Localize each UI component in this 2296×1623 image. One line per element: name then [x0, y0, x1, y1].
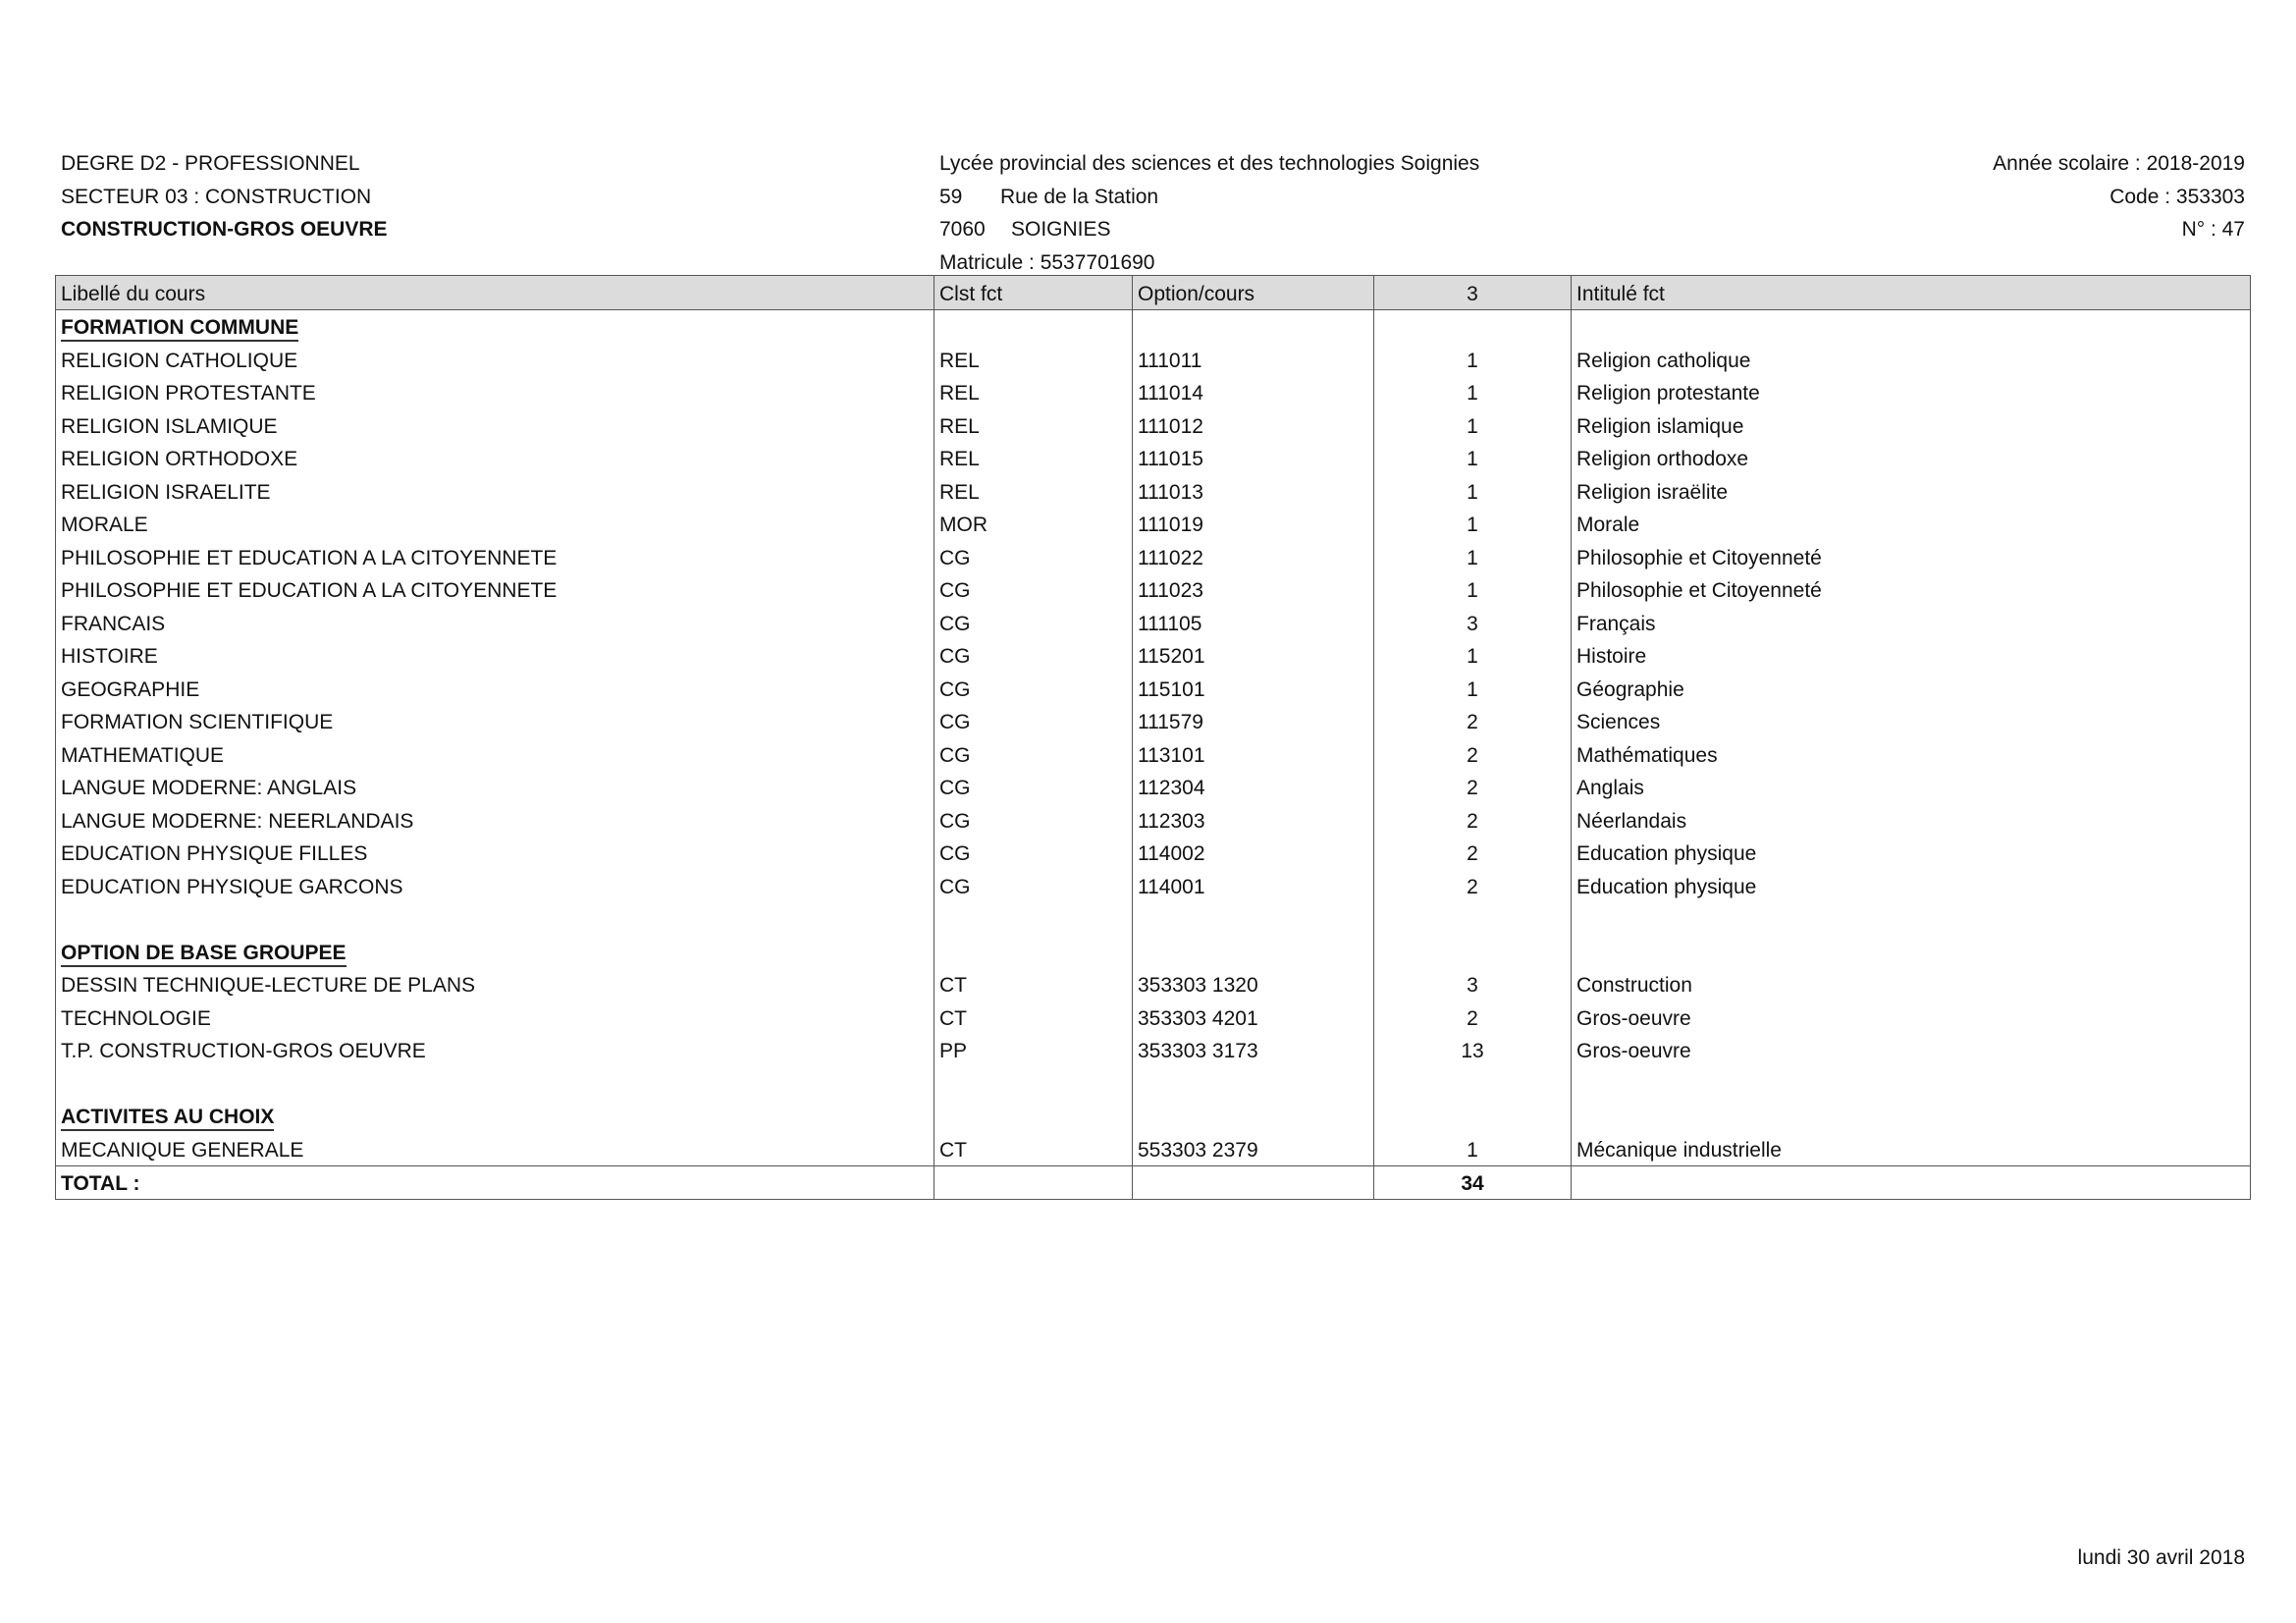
course-clst: MOR: [934, 508, 1133, 541]
course-option: 111023: [1133, 573, 1374, 607]
header-right-block: [1993, 147, 2245, 246]
course-libelle: EDUCATION PHYSIQUE FILLES: [56, 837, 934, 870]
course-intitule: Religion israëlite: [1572, 474, 2251, 508]
footer-date: lundi 30 avril 2018: [2077, 1546, 2245, 1569]
table-body: [56, 309, 2251, 1165]
course-hours: 2: [1374, 1001, 1572, 1034]
course-option: 353303 1320: [1133, 968, 1374, 1001]
course-intitule: Religion orthodoxe: [1572, 442, 2251, 475]
course-libelle: LANGUE MODERNE: NEERLANDAIS: [56, 803, 934, 837]
section-row: [56, 935, 2251, 968]
course-clst: REL: [934, 442, 1133, 475]
course-option: 111022: [1133, 540, 1374, 573]
table-row: [56, 771, 2251, 804]
empty-cell: [1572, 935, 2251, 968]
table-row: [56, 968, 2251, 1001]
table-row: [56, 1034, 2251, 1067]
course-libelle: LANGUE MODERNE: ANGLAIS: [56, 771, 934, 804]
empty-cell: [1374, 902, 1572, 936]
course-option: 111019: [1133, 508, 1374, 541]
course-intitule: Philosophie et Citoyenneté: [1572, 540, 2251, 573]
course-intitule: Education physique: [1572, 869, 2251, 902]
course-intitule: Religion catholique: [1572, 343, 2251, 376]
course-clst: CG: [934, 639, 1133, 673]
course-libelle: GEOGRAPHIE: [56, 672, 934, 705]
course-intitule: Français: [1572, 606, 2251, 639]
course-intitule: Gros-oeuvre: [1572, 1034, 2251, 1067]
empty-cell: [1374, 309, 1572, 343]
course-clst: PP: [934, 1034, 1133, 1067]
section-cell: [56, 1100, 934, 1133]
total-empty-cell: [1572, 1165, 2251, 1200]
city-name: SOIGNIES: [1011, 218, 1111, 241]
course-clst: CT: [934, 1001, 1133, 1034]
sector-label: SECTEUR 03 : CONSTRUCTION: [61, 185, 372, 208]
empty-cell: [934, 309, 1133, 343]
course-libelle: TECHNOLOGIE: [56, 1001, 934, 1034]
total-row: [56, 1165, 2251, 1200]
section-title: ACTIVITES AU CHOIX: [61, 1106, 274, 1131]
table-row: [56, 408, 2251, 442]
column-header-intitule: Intitulé fct: [1572, 276, 2251, 310]
course-option: 553303 2379: [1133, 1132, 1374, 1165]
course-libelle: DESSIN TECHNIQUE-LECTURE DE PLANS: [56, 968, 934, 1001]
section-title: FORMATION COMMUNE: [61, 316, 298, 342]
course-libelle: EDUCATION PHYSIQUE GARCONS: [56, 869, 934, 902]
course-libelle: RELIGION ISLAMIQUE: [56, 408, 934, 442]
course-clst: CG: [934, 837, 1133, 870]
orientation-label: CONSTRUCTION-GROS OEUVRE: [61, 218, 388, 241]
course-hours: 1: [1374, 573, 1572, 607]
course-intitule: Construction: [1572, 968, 2251, 1001]
empty-cell: [1133, 935, 1374, 968]
column-header-libelle: Libellé du cours: [56, 276, 934, 310]
course-option: 111579: [1133, 705, 1374, 738]
school-year: Année scolaire : 2018-2019: [1993, 152, 2245, 175]
total-hours: 34: [1374, 1165, 1572, 1200]
course-hours: 1: [1374, 508, 1572, 541]
course-clst: REL: [934, 376, 1133, 409]
course-grid-table: [55, 275, 2251, 1200]
header-left-block: [61, 147, 388, 246]
table-row: [56, 1001, 2251, 1034]
course-option: 112304: [1133, 771, 1374, 804]
empty-cell: [56, 1066, 934, 1100]
course-intitule: Education physique: [1572, 837, 2251, 870]
course-option: 111011: [1133, 343, 1374, 376]
course-hours: 2: [1374, 869, 1572, 902]
empty-cell: [934, 902, 1133, 936]
course-option: 114002: [1133, 837, 1374, 870]
course-libelle: RELIGION ISRAELITE: [56, 474, 934, 508]
section-cell: [56, 309, 934, 343]
school-name: Lycée provincial des sciences et des technologies Soignies: [939, 152, 1480, 175]
empty-cell: [1133, 1100, 1374, 1133]
course-hours: 2: [1374, 771, 1572, 804]
course-libelle: MATHEMATIQUE: [56, 737, 934, 771]
empty-cell: [1133, 309, 1374, 343]
section-row: [56, 1100, 2251, 1133]
empty-cell: [934, 935, 1133, 968]
course-hours: 1: [1374, 1132, 1572, 1165]
degree-label: DEGRE D2 - PROFESSIONNEL: [61, 152, 360, 175]
course-libelle: RELIGION CATHOLIQUE: [56, 343, 934, 376]
course-libelle: RELIGION ORTHODOXE: [56, 442, 934, 475]
structure-code: Code : 353303: [2109, 185, 2245, 208]
course-clst: CT: [934, 1132, 1133, 1165]
table-row: [56, 837, 2251, 870]
course-libelle: T.P. CONSTRUCTION-GROS OEUVRE: [56, 1034, 934, 1067]
table-row: [56, 672, 2251, 705]
table-row: [56, 508, 2251, 541]
course-intitule: Gros-oeuvre: [1572, 1001, 2251, 1034]
course-libelle: PHILOSOPHIE ET EDUCATION A LA CITOYENNETE: [56, 573, 934, 607]
total-label: TOTAL :: [56, 1165, 934, 1200]
table-row: [56, 705, 2251, 738]
table-row: [56, 376, 2251, 409]
section-row: [56, 309, 2251, 343]
street-name: Rue de la Station: [1000, 185, 1159, 208]
table-row: [56, 442, 2251, 475]
course-clst: REL: [934, 474, 1133, 508]
course-intitule: Mathématiques: [1572, 737, 2251, 771]
table-row: [56, 869, 2251, 902]
empty-cell: [1374, 935, 1572, 968]
course-clst: CG: [934, 869, 1133, 902]
empty-cell: [1572, 1066, 2251, 1100]
course-option: 113101: [1133, 737, 1374, 771]
table-row: [56, 803, 2251, 837]
section-cell: [56, 935, 934, 968]
empty-cell: [1374, 1100, 1572, 1133]
course-option: 111014: [1133, 376, 1374, 409]
course-clst: CG: [934, 771, 1133, 804]
table-row: [56, 343, 2251, 376]
empty-cell: [1572, 902, 2251, 936]
empty-cell: [1133, 902, 1374, 936]
course-intitule: Religion protestante: [1572, 376, 2251, 409]
course-option: 111013: [1133, 474, 1374, 508]
course-option: 111015: [1133, 442, 1374, 475]
course-hours: 1: [1374, 376, 1572, 409]
empty-cell: [1572, 309, 2251, 343]
course-libelle: RELIGION PROTESTANTE: [56, 376, 934, 409]
course-hours: 1: [1374, 442, 1572, 475]
table-row: [56, 606, 2251, 639]
course-intitule: Histoire: [1572, 639, 2251, 673]
course-clst: CG: [934, 737, 1133, 771]
course-intitule: Anglais: [1572, 771, 2251, 804]
empty-cell: [934, 1100, 1133, 1133]
course-option: 115201: [1133, 639, 1374, 673]
empty-cell: [1133, 1066, 1374, 1100]
column-header-hours: 3: [1374, 276, 1572, 310]
course-option: 112303: [1133, 803, 1374, 837]
empty-cell: [934, 1066, 1133, 1100]
table-row: [56, 737, 2251, 771]
course-libelle: MORALE: [56, 508, 934, 541]
course-intitule: Mécanique industrielle: [1572, 1132, 2251, 1165]
course-libelle: PHILOSOPHIE ET EDUCATION A LA CITOYENNETE: [56, 540, 934, 573]
course-hours: 13: [1374, 1034, 1572, 1067]
course-hours: 2: [1374, 837, 1572, 870]
course-hours: 2: [1374, 737, 1572, 771]
spacer-row: [56, 1066, 2251, 1100]
section-title: OPTION DE BASE GROUPEE: [61, 942, 347, 967]
table-row: [56, 1132, 2251, 1165]
empty-cell: [1374, 1066, 1572, 1100]
course-hours: 1: [1374, 343, 1572, 376]
school-city-line: [939, 213, 1479, 246]
course-option: 114001: [1133, 869, 1374, 902]
course-hours: 1: [1374, 474, 1572, 508]
course-hours: 3: [1374, 968, 1572, 1001]
course-hours: 3: [1374, 606, 1572, 639]
table-row: [56, 639, 2251, 673]
course-hours: 1: [1374, 408, 1572, 442]
total-empty-cell: [1133, 1165, 1374, 1200]
course-intitule: Religion islamique: [1572, 408, 2251, 442]
table-header-row: [56, 276, 2251, 310]
column-header-option: Option/cours: [1133, 276, 1374, 310]
course-clst: CG: [934, 573, 1133, 607]
course-libelle: FORMATION SCIENTIFIQUE: [56, 705, 934, 738]
header-school-block: [939, 147, 1479, 279]
empty-cell: [1572, 1100, 2251, 1133]
course-option: 353303 3173: [1133, 1034, 1374, 1067]
table-row: [56, 573, 2251, 607]
course-clst: CT: [934, 968, 1133, 1001]
course-clst: CG: [934, 672, 1133, 705]
course-hours: 1: [1374, 540, 1572, 573]
course-libelle: HISTOIRE: [56, 639, 934, 673]
course-clst: REL: [934, 343, 1133, 376]
course-intitule: Morale: [1572, 508, 2251, 541]
total-empty-cell: [934, 1165, 1133, 1200]
course-option: 111105: [1133, 606, 1374, 639]
course-clst: CG: [934, 705, 1133, 738]
course-clst: CG: [934, 540, 1133, 573]
course-hours: 2: [1374, 803, 1572, 837]
school-matricule: Matricule : 5537701690: [939, 250, 1155, 274]
course-intitule: Sciences: [1572, 705, 2251, 738]
empty-cell: [56, 902, 934, 936]
course-libelle: MECANIQUE GENERALE: [56, 1132, 934, 1165]
course-intitule: Géographie: [1572, 672, 2251, 705]
course-intitule: Philosophie et Citoyenneté: [1572, 573, 2251, 607]
table-row: [56, 540, 2251, 573]
course-hours: 1: [1374, 639, 1572, 673]
course-hours: 1: [1374, 672, 1572, 705]
course-intitule: Néerlandais: [1572, 803, 2251, 837]
course-option: 111012: [1133, 408, 1374, 442]
table-row: [56, 474, 2251, 508]
course-option: 115101: [1133, 672, 1374, 705]
course-clst: REL: [934, 408, 1133, 442]
postal-code: 7060: [939, 218, 986, 241]
column-header-clst: Clst fct: [934, 276, 1133, 310]
course-clst: CG: [934, 803, 1133, 837]
course-hours: 2: [1374, 705, 1572, 738]
course-option: 353303 4201: [1133, 1001, 1374, 1034]
document-number: N° : 47: [2181, 218, 2245, 241]
school-street-line: [939, 181, 1479, 214]
course-libelle: FRANCAIS: [56, 606, 934, 639]
street-number: 59: [939, 185, 963, 208]
spacer-row: [56, 902, 2251, 936]
course-clst: CG: [934, 606, 1133, 639]
